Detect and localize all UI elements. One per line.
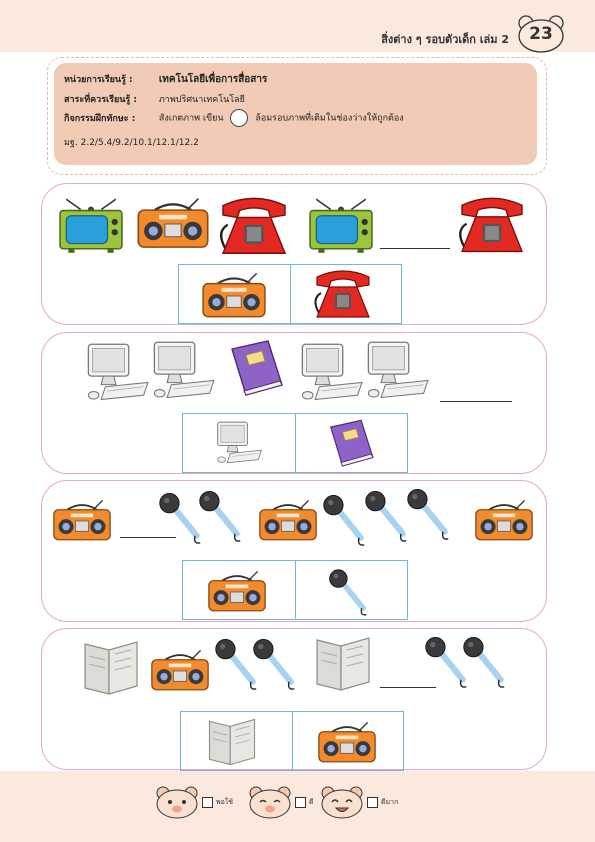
choice-microphone[interactable] [295, 561, 408, 619]
book-icon [324, 418, 378, 470]
choice-telephone[interactable] [290, 265, 402, 323]
rating-good [155, 785, 233, 819]
standards-code: มฐ. 2.2/5.4/9.2/10.1/12.1/12.2 [64, 138, 199, 148]
content-value: ภาพปริศนาเทคโนโลยี [158, 95, 245, 105]
bear-face-icon [320, 785, 364, 819]
radio-icon [317, 722, 377, 764]
content-label: สาระที่ควรเรียนรู้ : [64, 95, 137, 105]
microphone-icon [158, 490, 202, 548]
microphone-icon [252, 636, 296, 694]
bear-face-icon [248, 785, 292, 819]
microphone-icon [462, 634, 506, 692]
computer-icon [82, 338, 150, 410]
rating-excellent [320, 785, 398, 819]
answer-choices-3 [182, 560, 408, 620]
microphone-icon [322, 492, 366, 550]
rating-checkbox-good[interactable] [202, 797, 213, 808]
tv-icon [58, 196, 124, 254]
rating-checkbox-fair[interactable] [295, 797, 306, 808]
radio-icon [207, 571, 267, 613]
radio-icon [201, 273, 267, 319]
radio-icon [258, 500, 318, 542]
newspaper-icon [78, 638, 144, 698]
microphone-icon [406, 486, 450, 544]
page-number-badge [517, 14, 565, 54]
standards-row [64, 135, 199, 149]
unit-label: หน่วยการเรียนรู้ : [64, 75, 133, 85]
content-row [64, 92, 245, 106]
rating-label-excellent: ดีมาก [381, 797, 399, 806]
computer-icon [148, 336, 216, 408]
radio-icon [136, 198, 210, 250]
telephone-icon [210, 196, 298, 258]
tv-icon [308, 196, 374, 254]
choice-book[interactable] [295, 414, 408, 472]
choice-newspaper[interactable] [181, 712, 292, 770]
activity-row [64, 109, 404, 127]
answer-choices-4 [180, 711, 404, 771]
unit-value: เทคโนโลยีเพื่อการสื่อสาร [158, 74, 268, 85]
microphone-icon [198, 488, 242, 546]
choice-radio[interactable] [292, 712, 404, 770]
rating-fair [248, 785, 314, 819]
book-icon [224, 338, 288, 400]
radio-icon [52, 500, 112, 542]
activity-value-post: ล้อมรอบภาพที่เติมในช่องว่างให้ถูกต้อง [255, 113, 404, 124]
bear-face-icon [155, 785, 199, 819]
book-title: สิ่งต่าง ๆ รอบตัวเด็ก เล่ม 2 [381, 33, 509, 46]
choice-computer[interactable] [183, 414, 295, 472]
rating-label-good: พอใช้ [216, 797, 233, 806]
activity-label: กิจกรรมฝึกทักษะ : [64, 113, 136, 124]
answer-choices-1 [178, 264, 402, 324]
choice-radio[interactable] [179, 265, 290, 323]
newspaper-icon [310, 634, 376, 694]
page-number: 23 [529, 24, 553, 44]
activity-value-pre: สังเกตภาพ เขียน [158, 113, 224, 124]
computer-icon [296, 338, 364, 410]
rating-label-fair: ดี [309, 797, 314, 806]
radio-icon [150, 650, 210, 692]
telephone-icon [305, 269, 381, 321]
computer-icon [213, 418, 263, 470]
circle-symbol-icon [230, 109, 248, 127]
rating-checkbox-excellent[interactable] [367, 797, 378, 808]
telephone-icon [450, 196, 534, 256]
unit-row [64, 72, 267, 87]
newspaper-icon [203, 716, 261, 768]
answer-choices-2 [182, 413, 408, 473]
computer-icon [362, 336, 430, 408]
microphone-icon [364, 488, 408, 546]
choice-radio[interactable] [183, 561, 295, 619]
answer-blank[interactable] [440, 401, 512, 402]
radio-icon [474, 500, 534, 542]
answer-blank[interactable] [380, 248, 450, 249]
microphone-icon [328, 567, 368, 619]
